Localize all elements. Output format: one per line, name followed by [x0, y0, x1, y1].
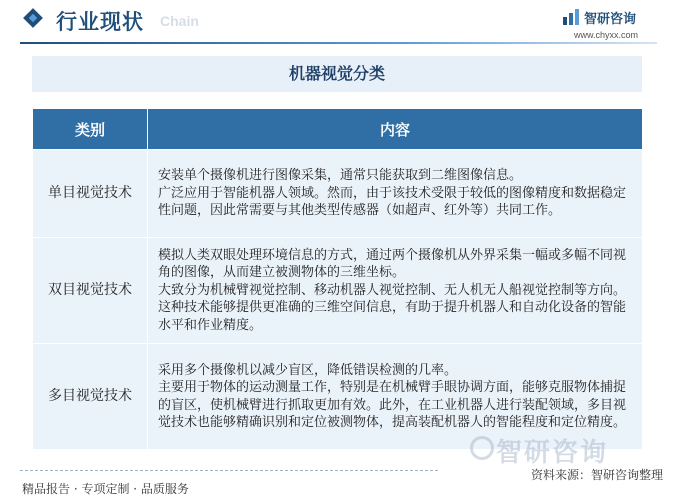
- footer-tagline: 精品报告 · 专项定制 · 品质服务: [22, 482, 189, 496]
- row-paragraph: 大致分为机械臂视觉控制、移动机器人视觉控制、无人机无人船视觉控制等方向。这种技术能够提供更准确的三维空间信息，有助于提升机器人和自动化设备的智能水平和作业精度。: [158, 282, 627, 333]
- row-content: [148, 238, 643, 344]
- row-paragraph: 主要用于物体的运动测量工作，特别是在机械臂手眼协调方面，能够克服物体捕捉的盲区，使机械臂进行抓取更加有效。此外，在工业机器人进行装配领域，多目视觉技术也能够精确识别和定位被测物体，提高装配机器人的智能程度和定位精度。: [158, 380, 627, 430]
- row-content: [148, 150, 643, 238]
- logo-url: www.chyxx.com: [574, 30, 639, 40]
- column-header-category: 类别: [33, 109, 148, 150]
- header-divider: [20, 42, 657, 44]
- row-category: 多目视觉技术: [33, 344, 148, 450]
- footer-divider: [20, 470, 438, 472]
- watermark: 智研咨询: [496, 438, 609, 468]
- table-title: 机器视觉分类: [32, 56, 642, 92]
- section-title: 行业现状: [56, 10, 144, 34]
- logo-name: 智研咨询: [584, 12, 637, 27]
- section-title-en: Chain: [160, 13, 199, 29]
- logo-icon: [562, 8, 580, 26]
- row-paragraph: 安装单个摄像机进行图像采集，通常只能获取到二维图像信息。: [158, 168, 523, 184]
- table-header-row: [33, 109, 643, 150]
- row-paragraph: 模拟人类双眼处理环境信息的方式，通过两个摄像机从外界采集一幅或多幅不同视角的图像，从而建立被测物体的三维坐标。: [158, 247, 627, 281]
- row-category: 双目视觉技术: [33, 238, 148, 344]
- classification-table: [32, 108, 643, 450]
- table-row: [33, 238, 643, 344]
- column-header-content: 内容: [148, 109, 643, 150]
- page-header: [0, 0, 675, 44]
- row-category: 单目视觉技术: [33, 150, 148, 238]
- row-paragraph: 采用多个摄像机以减少盲区，降低错误检测的几率。: [158, 362, 458, 378]
- table-row: [33, 150, 643, 238]
- source-note: 资料来源：智研咨询整理: [530, 468, 663, 482]
- row-paragraph: 广泛应用于智能机器人领域。然而，由于该技术受限于较低的图像精度和数据稳定性问题，因此常需要与其他类型传感器（如超声、红外等）共同工作。: [158, 185, 627, 219]
- company-logo: [562, 6, 662, 42]
- watermark-icon: [470, 436, 494, 460]
